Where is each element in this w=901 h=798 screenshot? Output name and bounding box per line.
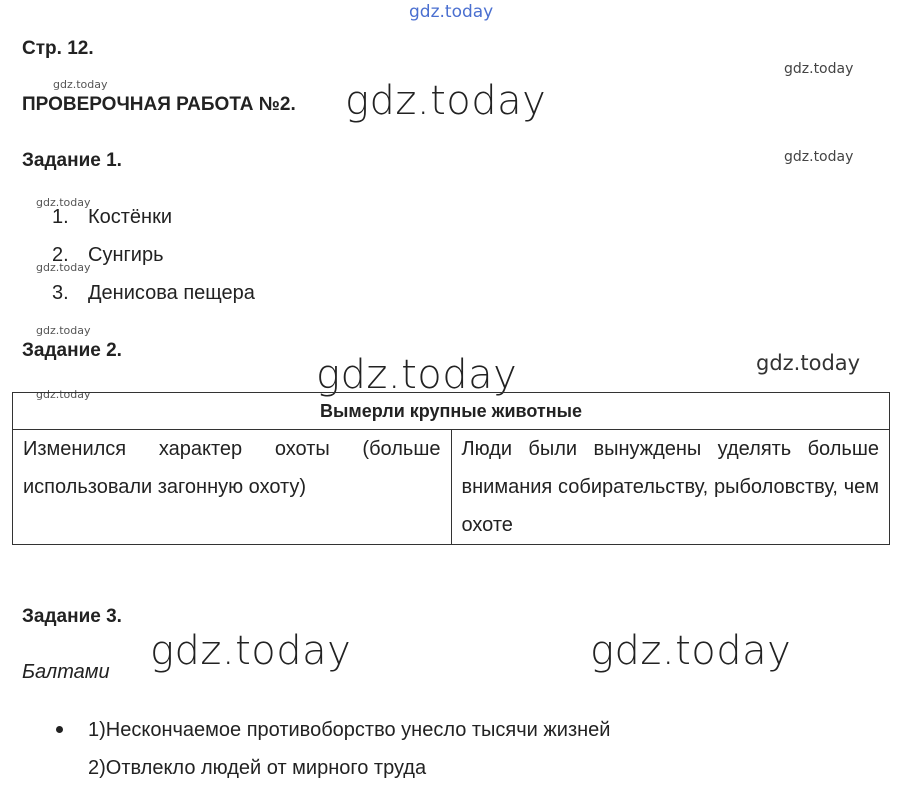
answer-table bbox=[12, 392, 890, 545]
watermark-top: gdz.today bbox=[409, 2, 494, 22]
list-number: 2. bbox=[52, 244, 69, 266]
watermark-small: gdz.today bbox=[36, 388, 91, 401]
watermark-small: gdz.today bbox=[36, 324, 91, 337]
watermark-medium: gdz.today bbox=[784, 149, 854, 165]
table-cell: Изменился характер охоты (больше использовали загонную охоту) bbox=[13, 430, 452, 545]
list-item-text: Сунгирь bbox=[88, 244, 164, 266]
bullet-icon bbox=[56, 726, 63, 733]
list-item: 2)Отвлекло людей от мирного труда bbox=[88, 757, 427, 779]
task3-answer: Балтами bbox=[22, 661, 110, 683]
watermark-medium: gdz.today bbox=[784, 61, 854, 77]
page-title: ПРОВЕРОЧНАЯ РАБОТА №2. bbox=[22, 94, 296, 115]
page-label: Стр. 12. bbox=[22, 38, 94, 59]
list-item-text: Костёнки bbox=[88, 206, 173, 228]
task3-heading: Задание 3. bbox=[22, 606, 122, 627]
list-item bbox=[52, 279, 255, 317]
watermark-big: gdz.today bbox=[150, 628, 352, 674]
list-item-text: Денисова пещера bbox=[88, 282, 255, 304]
watermark-small: gdz.today bbox=[36, 261, 91, 274]
watermark-small: gdz.today bbox=[36, 196, 91, 209]
list-item bbox=[52, 203, 255, 241]
watermark-medium-large: gdz.today bbox=[756, 351, 861, 375]
list-item: 1)Нескончаемое противоборство унесло тысячи жизней bbox=[88, 719, 611, 741]
watermark-big: gdz.today bbox=[590, 628, 792, 674]
table-row bbox=[13, 430, 890, 545]
table-cell: Люди были вынуждены уделять больше внимания собирательству, рыболовству, чем охоте bbox=[451, 430, 890, 545]
task2-heading: Задание 2. bbox=[22, 340, 122, 361]
task1-list bbox=[52, 203, 255, 317]
watermark-big: gdz.today bbox=[345, 78, 547, 124]
list-number: 1. bbox=[52, 206, 69, 228]
watermark-small: gdz.today bbox=[53, 78, 108, 91]
task1-heading: Задание 1. bbox=[22, 150, 122, 171]
list-number: 3. bbox=[52, 282, 69, 304]
table-header: Вымерли крупные животные bbox=[13, 393, 890, 430]
list-item bbox=[52, 241, 255, 279]
watermark-big: gdz.today bbox=[316, 352, 518, 398]
